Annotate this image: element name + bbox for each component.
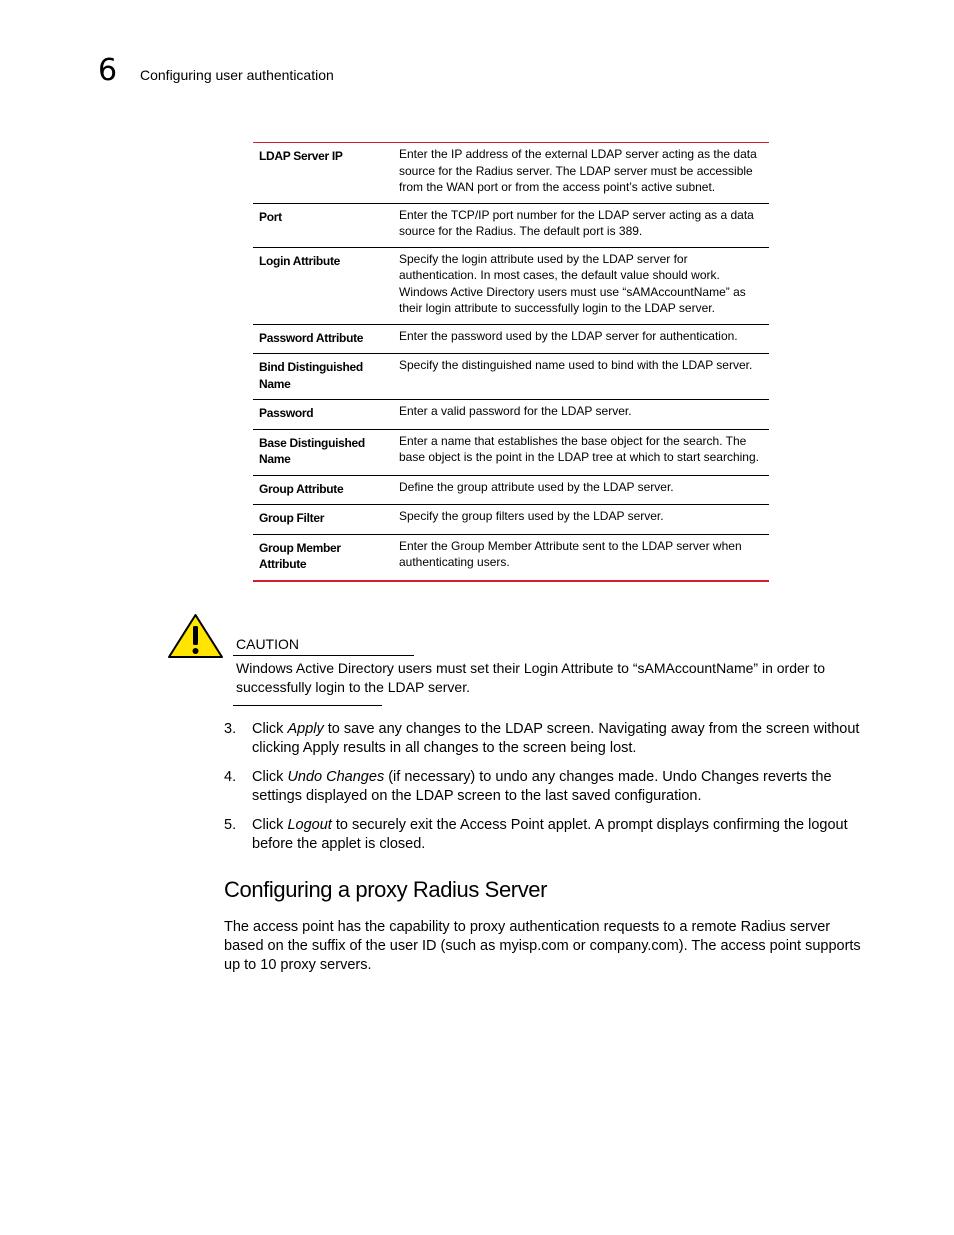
table-row	[253, 247, 769, 324]
table-row	[253, 203, 769, 247]
table-row	[253, 534, 769, 581]
step-text	[252, 816, 872, 854]
chapter-number: 6	[98, 53, 118, 88]
section-paragraph: The access point has the capability to proxy authentication requests to a remote Radius server based on the suffix of the user ID (such as myisp.com or company.com). The access point supports up to 10 proxy servers.	[224, 919, 861, 973]
step-text	[252, 720, 872, 758]
step-ui-term: Apply	[287, 721, 324, 737]
caution-text: Windows Active Directory users must set their Login Attribute to “sAMAccountName” in order to successfully login to the LDAP server.	[236, 660, 826, 695]
step-text-rest: to save any changes to the LDAP screen. Navigating away from the screen without clicking Apply results in all changes to the screen being lost.	[252, 721, 860, 756]
parameter-description: Enter a name that establishes the base object for the search. The base object is the point in the LDAP tree at which to start searching.	[387, 429, 769, 475]
step-text-lead: Click	[252, 721, 288, 737]
step-text-rest: (if necessary) to undo any changes made. Undo Changes reverts the settings displayed on the LDAP screen to the last saved configuration.	[252, 769, 832, 804]
parameter-name: Port	[253, 203, 387, 247]
caution-label: CAUTION	[236, 636, 299, 652]
parameter-description: Define the group attribute used by the LDAP server.	[387, 475, 769, 505]
list-item	[224, 720, 872, 758]
caution-divider-bottom	[233, 705, 382, 706]
parameter-description: Enter the Group Member Attribute sent to the LDAP server when authenticating users.	[387, 534, 769, 581]
parameter-name: Group Attribute	[253, 475, 387, 505]
step-number: 5.	[224, 817, 237, 833]
step-ui-term: Logout	[287, 817, 332, 833]
table-row	[253, 143, 769, 204]
step-text	[252, 768, 872, 806]
parameter-description: Enter the TCP/IP port number for the LDAP server acting as a data source for the Radius. The default port is 389.	[387, 203, 769, 247]
parameter-name: Bind Distinguished Name	[253, 354, 387, 400]
list-item	[224, 816, 872, 854]
table-row	[253, 505, 769, 535]
parameter-description: Specify the distinguished name used to bind with the LDAP server.	[387, 354, 769, 400]
chapter-title: Configuring user authentication	[140, 67, 334, 83]
procedure-steps	[224, 720, 872, 864]
section-heading: Configuring a proxy Radius Server	[224, 877, 548, 902]
table-row	[253, 429, 769, 475]
parameter-name: Group Member Attribute	[253, 534, 387, 581]
parameter-name: Group Filter	[253, 505, 387, 535]
caution-divider-top	[233, 655, 414, 656]
parameter-description: Specify the group filters used by the LDAP server.	[387, 505, 769, 535]
step-number: 4.	[224, 769, 237, 785]
parameter-name: Base Distinguished Name	[253, 429, 387, 475]
step-text-lead: Click	[252, 817, 288, 833]
parameter-name: Login Attribute	[253, 247, 387, 324]
table-row	[253, 354, 769, 400]
parameter-description: Enter a valid password for the LDAP server.	[387, 400, 769, 430]
parameter-name: Password	[253, 400, 387, 430]
list-item	[224, 768, 872, 806]
table-row	[253, 475, 769, 505]
parameter-name: LDAP Server IP	[259, 149, 343, 163]
step-text-lead: Click	[252, 769, 288, 785]
parameter-description: Enter the IP address of the external LDAP server acting as the data source for the Radius server. The LDAP server must be accessible from the WAN port or from the access point’s active subnet.	[399, 147, 757, 194]
table-row	[253, 324, 769, 354]
step-ui-term: Undo Changes	[287, 769, 385, 785]
warning-triangle-icon	[167, 613, 224, 659]
parameter-name: Password Attribute	[253, 324, 387, 354]
step-number: 3.	[224, 721, 237, 737]
table-row	[253, 400, 769, 430]
parameter-description: Specify the login attribute used by the LDAP server for authentication. In most cases, the default value should work. Windows Active Directory users must use “sAMAccountName” as their login attribute to successfully login to the LDAP server.	[387, 247, 769, 324]
ldap-parameters-table	[253, 142, 769, 582]
parameter-description: Enter the password used by the LDAP server for authentication.	[387, 324, 769, 354]
step-text-rest: to securely exit the Access Point applet. A prompt displays confirming the logout before the applet is closed.	[252, 817, 848, 852]
